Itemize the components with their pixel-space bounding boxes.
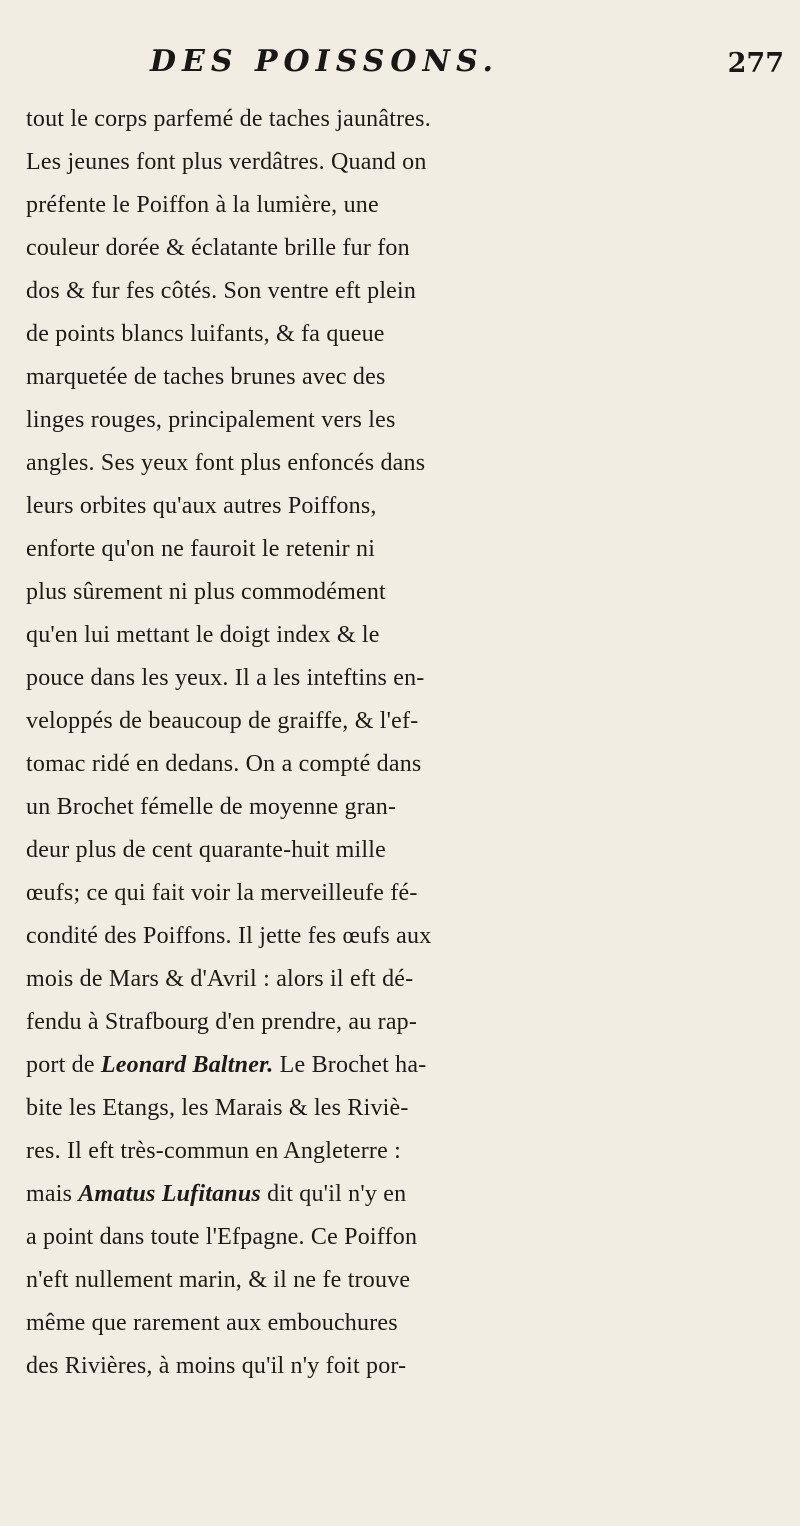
text-line: fendu à Strafbourg d'en prendre, au rap-: [26, 1009, 418, 1035]
text-line: de points blancs luifants, & fa queue: [26, 321, 385, 347]
text-line: deur plus de cent quarante-huit mille: [26, 837, 386, 863]
text-line: n'eft nullement marin, & il ne fe trouve: [26, 1267, 411, 1293]
text-line: mais Amatus Lufitanus dit qu'il n'y en: [26, 1181, 407, 1207]
page-number: 277: [727, 48, 784, 79]
text-line: un Brochet fémelle de moyenne gran-: [26, 794, 397, 820]
text-line: leurs orbites qu'aux autres Poiffons,: [26, 493, 377, 519]
italic-author-name: Amatus Lufitanus: [78, 1181, 261, 1207]
text-line: veloppés de beaucoup de graiffe, & l'ef-: [26, 708, 419, 734]
text-line: même que rarement aux embouchures: [26, 1310, 398, 1336]
italic-author-name: Leonard Baltner.: [100, 1052, 274, 1078]
text-line: linges rouges, principalement vers les: [26, 407, 396, 433]
text-line: res. Il eft très-commun en Angleterre :: [26, 1138, 401, 1164]
text-line: œufs; ce qui fait voir la merveilleufe fé-: [26, 880, 418, 906]
text-line: Les jeunes font plus verdâtres. Quand on: [26, 149, 427, 175]
text-line: marquetée de taches brunes avec des: [26, 364, 386, 390]
text-line: mois de Mars & d'Avril : alors il eft dé-: [26, 966, 414, 992]
body-text: [26, 98, 796, 1388]
text-line: port de Leonard Baltner. Le Brochet ha-: [26, 1052, 427, 1078]
running-head: DES POISSONS.: [150, 44, 499, 79]
text-line: enforte qu'on ne fauroit le retenir ni: [26, 536, 376, 562]
text-line: des Rivières, à moins qu'il n'y foit por-: [26, 1353, 407, 1379]
text-line: tout le corps parfemé de taches jaunâtres.: [26, 106, 431, 132]
text-line: dos & fur fes côtés. Son ventre eft plein: [26, 278, 417, 304]
text-line: pouce dans les yeux. Il a les inteftins en-: [26, 665, 425, 691]
page-header: [150, 44, 790, 94]
text-line: tomac ridé en dedans. On a compté dans: [26, 751, 422, 777]
text-line: plus sûrement ni plus commodément: [26, 579, 386, 605]
text-line: couleur dorée & éclatante brille fur fon: [26, 235, 410, 261]
text-line: bite les Etangs, les Marais & les Riviè-: [26, 1095, 409, 1121]
text-line: préfente le Poiffon à la lumière, une: [26, 192, 379, 218]
text-line: a point dans toute l'Efpagne. Ce Poiffon: [26, 1224, 418, 1250]
text-line: condité des Poiffons. Il jette fes œufs aux: [26, 923, 432, 949]
text-line: qu'en lui mettant le doigt index & le: [26, 622, 380, 648]
text-line: angles. Ses yeux font plus enfoncés dans: [26, 450, 426, 476]
